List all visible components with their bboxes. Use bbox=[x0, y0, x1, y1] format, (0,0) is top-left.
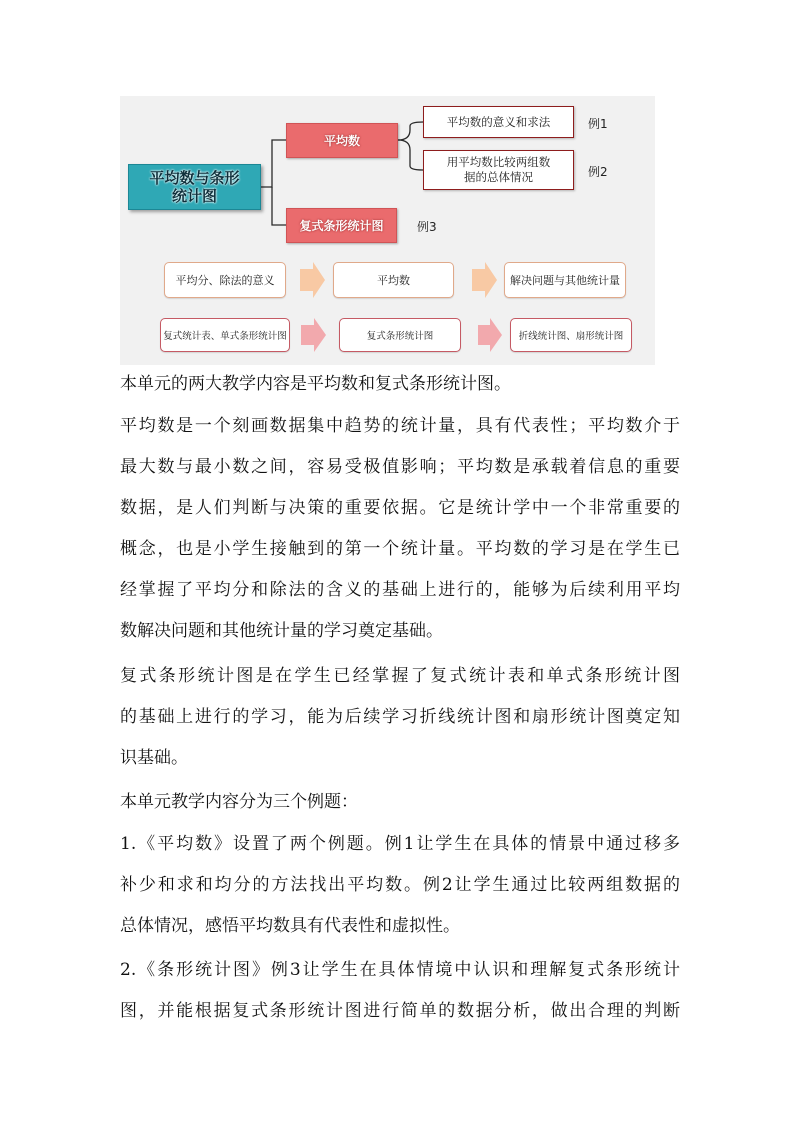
example2-label: 例2 bbox=[588, 165, 608, 179]
flow1-step1: 平均分、除法的意义 bbox=[164, 262, 286, 298]
example1-label: 例1 bbox=[588, 117, 608, 131]
paragraph-line: 识基础。 bbox=[120, 748, 188, 768]
paragraph-line: 本单元教学内容分为三个例题： bbox=[120, 792, 358, 812]
paragraph-line: 图，并能根据复式条形统计图进行简单的数据分析，做出合理的判断 bbox=[120, 1001, 680, 1021]
connector-avg-compare bbox=[398, 140, 423, 170]
flow2-step3: 折线统计图、扇形统计图 bbox=[510, 318, 632, 352]
paragraph-line: 最大数与最小数之间，容易受极值影响；平均数是承载着信息的重要 bbox=[120, 457, 680, 477]
paragraph-average bbox=[120, 411, 680, 646]
paragraph-line: 补少和求和均分的方法找出平均数。例2让学生通过比较两组数据的 bbox=[120, 875, 680, 895]
paragraph-line: 经掌握了平均分和除法的含义的基础上进行的，能够为后续利用平均 bbox=[120, 580, 680, 600]
paragraph-line: 复式条形统计图是在学生已经掌握了复式统计表和单式条形统计图 bbox=[120, 666, 680, 686]
connector-main-avg bbox=[261, 140, 286, 187]
flow1-step2: 平均数 bbox=[333, 262, 454, 298]
connector-main-bar bbox=[272, 187, 286, 225]
paragraph-line: 数据，是人们判断与决策的重要依据。它是统计学中一个非常重要的 bbox=[120, 498, 680, 518]
average-compare-box bbox=[423, 150, 574, 190]
paragraph-line: 的基础上进行的学习，能为后续学习折线统计图和扇形统计图奠定知 bbox=[120, 707, 680, 727]
paragraph-line: 数解决问题和其他统计量的学习奠定基础。 bbox=[120, 621, 443, 641]
arrow-flow1-a bbox=[300, 262, 325, 298]
arrow-flow2-a bbox=[301, 318, 326, 352]
paragraph-intro bbox=[120, 369, 680, 399]
average-compare-line2: 据的总体情况 bbox=[464, 170, 533, 184]
paragraph-examples-intro bbox=[120, 787, 680, 817]
flow2-step1: 复式统计表、单式条形统计图 bbox=[160, 318, 290, 352]
arrow-flow2-b bbox=[478, 318, 502, 352]
paragraph-line: 本单元的两大教学内容是平均数和复式条形统计图。 bbox=[120, 374, 511, 394]
paragraph-line: 2.《条形统计图》例3让学生在具体情境中认识和理解复式条形统计 bbox=[120, 960, 680, 980]
example3-label: 例3 bbox=[417, 220, 437, 234]
paragraph-line: 1.《平均数》设置了两个例题。例1让学生在具体的情景中通过移多 bbox=[120, 834, 680, 854]
flow2-step2: 复式条形统计图 bbox=[339, 318, 461, 352]
paragraph-example-2 bbox=[120, 955, 680, 1026]
arrow-flow1-b bbox=[472, 262, 497, 298]
average-node: 平均数 bbox=[286, 123, 398, 158]
main-topic-line2: 统计图 bbox=[171, 187, 217, 205]
paragraph-line: 总体情况，感悟平均数具有代表性和虚拟性。 bbox=[120, 916, 460, 936]
concept-map bbox=[120, 96, 655, 365]
paragraph-example-1 bbox=[120, 829, 680, 941]
main-topic-line1: 平均数与条形 bbox=[149, 169, 240, 187]
paragraph-bar-chart bbox=[120, 661, 680, 773]
average-compare-line1: 用平均数比较两组数 bbox=[446, 155, 551, 169]
connector-avg-meaning bbox=[398, 122, 423, 140]
flow1-step3: 解决问题与其他统计量 bbox=[504, 262, 626, 298]
paragraph-line: 平均数是一个刻画数据集中趋势的统计量，具有代表性；平均数介于 bbox=[120, 416, 680, 436]
bar-chart-node: 复式条形统计图 bbox=[286, 208, 397, 243]
average-meaning-box: 平均数的意义和求法 bbox=[423, 106, 574, 138]
paragraph-line: 概念，也是小学生接触到的第一个统计量。平均数的学习是在学生已 bbox=[120, 539, 680, 559]
main-topic-box bbox=[128, 164, 261, 210]
